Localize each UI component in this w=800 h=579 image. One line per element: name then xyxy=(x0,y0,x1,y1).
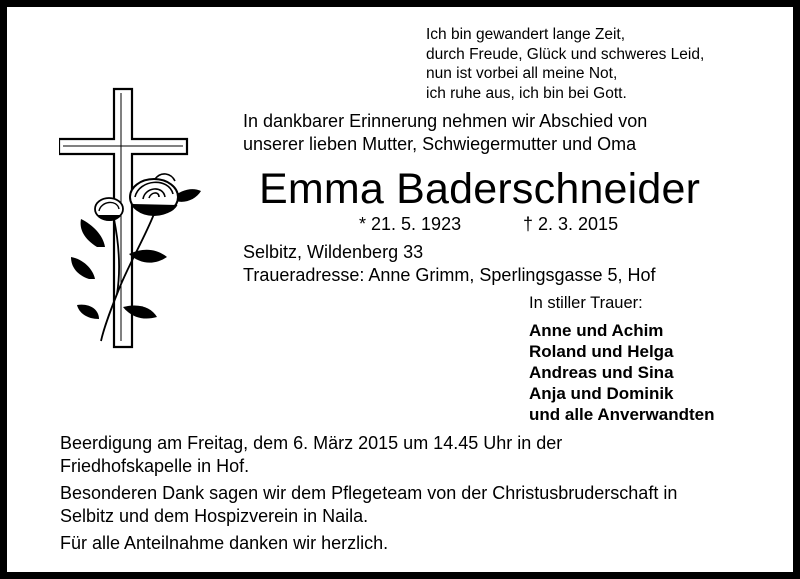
family-member: Anne und Achim xyxy=(529,321,664,340)
footer-line: Besonderen Dank sagen wir dem Pflegeteam von der Christusbruderschaft in xyxy=(60,483,678,503)
death-date: † 2. 3. 2015 xyxy=(523,214,619,234)
intro-line: unserer lieben Mutter, Schwiegermutter und Oma xyxy=(243,134,637,154)
poem-line: Ich bin gewandert lange Zeit, xyxy=(426,26,626,43)
poem-line: nun ist vorbei all meine Not, xyxy=(426,65,618,82)
footer-line: Beerdigung am Freitag, dem 6. März 2015 um 14.45 Uhr in der xyxy=(60,433,563,453)
deceased-name: Emma Baderschneider xyxy=(259,165,701,213)
birth-date: * 21. 5. 1923 xyxy=(359,214,462,234)
thanks-paragraph xyxy=(60,482,677,528)
poem-line: durch Freude, Glück und schweres Leid, xyxy=(426,45,705,63)
cross-with-rose-icon xyxy=(59,79,209,349)
intro-text xyxy=(243,110,647,156)
family-member: Andreas und Sina xyxy=(529,363,674,382)
address-line: Traueradresse: Anne Grimm, Sperlingsgasse 5, Hof xyxy=(243,265,656,285)
family-member: und alle Anverwandten xyxy=(529,405,715,424)
address-line: Selbitz, Wildenberg 33 xyxy=(243,242,424,262)
family-list xyxy=(529,320,714,425)
family-member: Anja und Dominik xyxy=(529,384,674,403)
closing-paragraph xyxy=(60,532,677,555)
family-member: Roland und Helga xyxy=(529,342,674,361)
funeral-paragraph xyxy=(60,432,677,478)
footer-line: Selbitz und dem Hospizverein in Naila. xyxy=(60,506,369,526)
mourning-label: In stiller Trauer: xyxy=(529,294,643,312)
footer-line: Friedhofskapelle in Hof. xyxy=(60,456,250,476)
address-block xyxy=(243,241,656,287)
poem-line: ich ruhe aus, ich bin bei Gott. xyxy=(426,84,627,102)
poem xyxy=(426,25,704,103)
footer-line: Für alle Anteilnahme danken wir herzlich. xyxy=(60,533,389,553)
footer-text xyxy=(60,432,677,555)
intro-line: In dankbarer Erinnerung nehmen wir Abschied von xyxy=(243,111,648,131)
